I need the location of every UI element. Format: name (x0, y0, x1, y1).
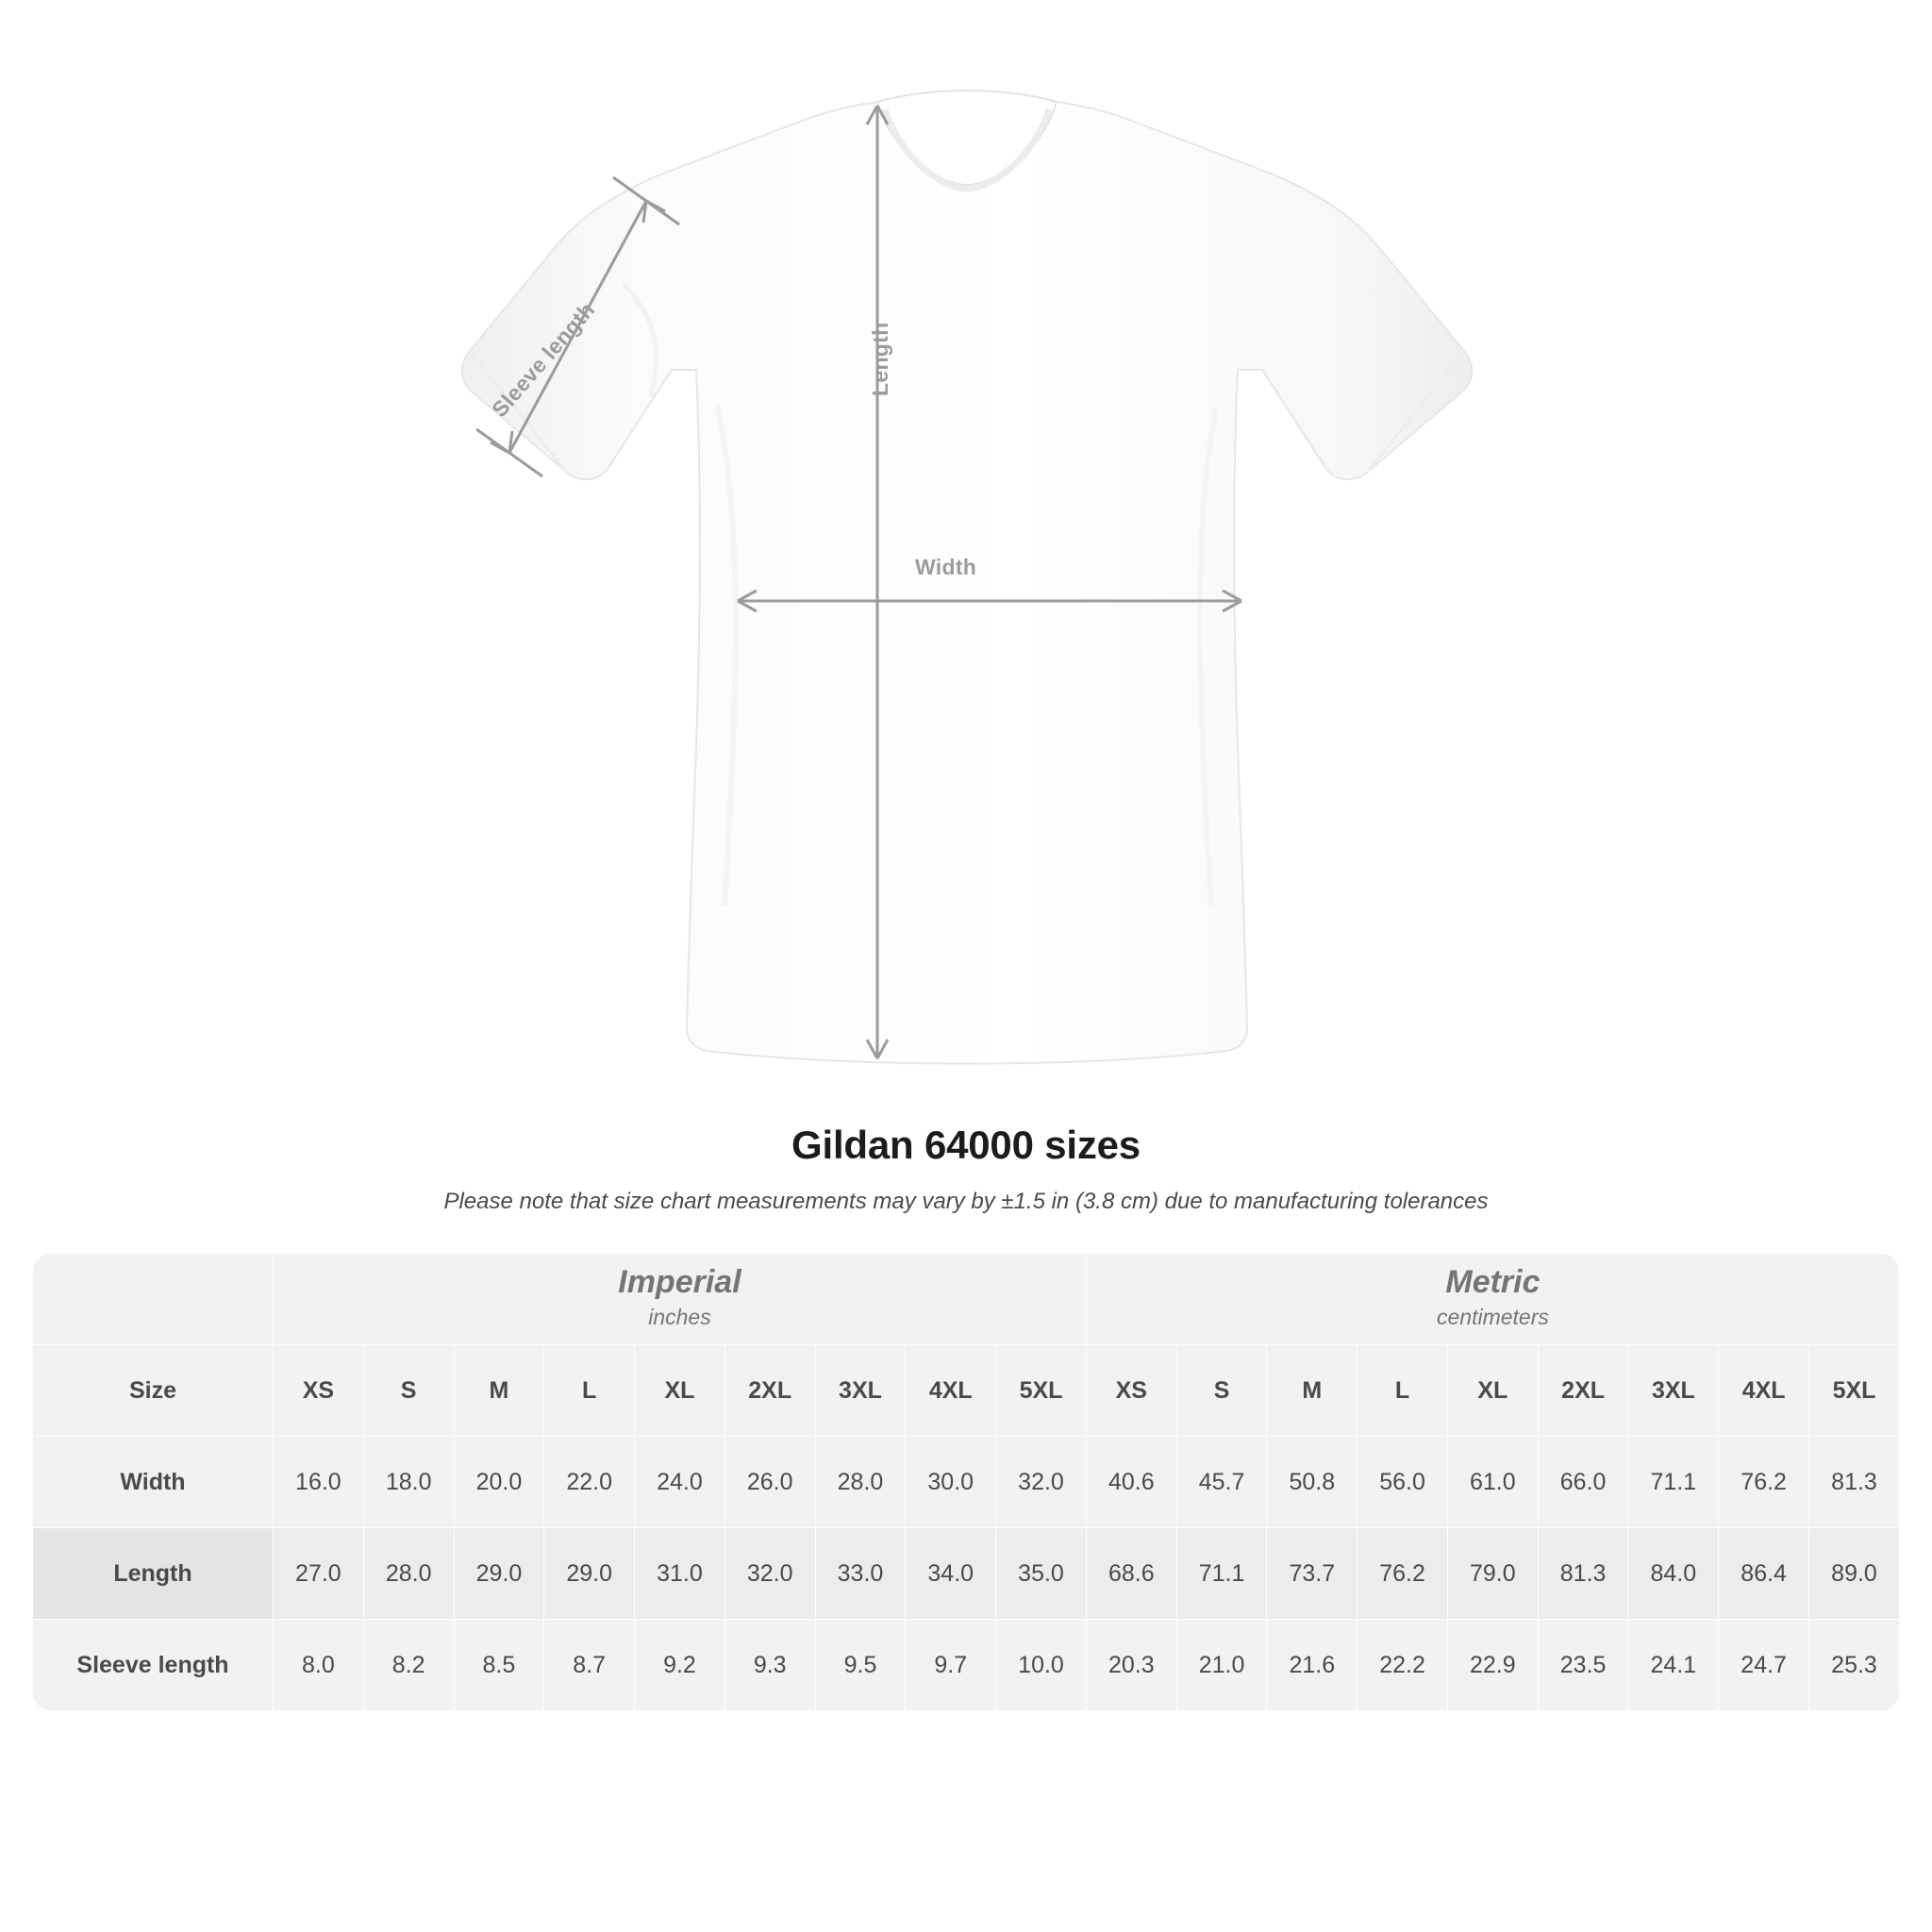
data-cell: 79.0 (1447, 1528, 1538, 1620)
data-cell: 66.0 (1538, 1437, 1628, 1528)
data-cell: 22.9 (1447, 1620, 1538, 1711)
page-title: Gildan 64000 sizes (791, 1123, 1141, 1167)
data-cell: 28.0 (363, 1528, 454, 1620)
data-cell: 25.3 (1809, 1620, 1900, 1711)
data-cell: 81.3 (1538, 1528, 1628, 1620)
data-cell: 8.5 (454, 1620, 544, 1711)
data-cell: 9.3 (724, 1620, 815, 1711)
table-row (33, 1528, 1900, 1620)
data-cell: 34.0 (906, 1528, 996, 1620)
data-cell: 68.6 (1086, 1528, 1176, 1620)
data-cell: 61.0 (1447, 1437, 1538, 1528)
data-cell: 26.0 (724, 1437, 815, 1528)
unit-header-row (33, 1254, 1900, 1345)
size-header-cell: M (1267, 1345, 1357, 1437)
data-cell: 20.0 (454, 1437, 544, 1528)
data-cell: 24.7 (1719, 1620, 1809, 1711)
width-dimension-label: Width (915, 555, 977, 579)
data-cell: 22.0 (544, 1437, 635, 1528)
size-table (32, 1253, 1900, 1711)
table-corner-cell (33, 1254, 274, 1345)
data-cell: 45.7 (1176, 1437, 1267, 1528)
data-cell: 32.0 (724, 1528, 815, 1620)
unit-header-imperial (274, 1254, 1087, 1345)
data-cell: 81.3 (1809, 1437, 1900, 1528)
data-cell: 30.0 (906, 1437, 996, 1528)
size-header-cell: 3XL (1628, 1345, 1719, 1437)
data-cell: 8.2 (363, 1620, 454, 1711)
data-cell: 86.4 (1719, 1528, 1809, 1620)
size-header-cell: 4XL (1719, 1345, 1809, 1437)
data-cell: 73.7 (1267, 1528, 1357, 1620)
unit-name-imperial: Imperial (618, 1264, 741, 1301)
unit-sub-metric: centimeters (1437, 1305, 1549, 1330)
data-cell: 50.8 (1267, 1437, 1357, 1528)
unit-sub-imperial: inches (648, 1305, 711, 1330)
data-cell: 24.1 (1628, 1620, 1719, 1711)
size-header-cell: L (544, 1345, 635, 1437)
size-header-cell: 2XL (724, 1345, 815, 1437)
size-table-container (32, 1253, 1900, 1711)
data-cell: 21.0 (1176, 1620, 1267, 1711)
data-cell: 27.0 (274, 1528, 364, 1620)
data-cell: 9.2 (635, 1620, 725, 1711)
data-cell: 24.0 (635, 1437, 725, 1528)
data-cell: 23.5 (1538, 1620, 1628, 1711)
size-header-cell: 5XL (996, 1345, 1087, 1437)
size-header-cell: XS (274, 1345, 364, 1437)
page-subtitle: Please note that size chart measurements may vary by ±1.5 in (3.8 cm) due to manufacturing tolerances (443, 1189, 1489, 1214)
row-label-sleeve-length: Sleeve length (33, 1620, 274, 1711)
size-header-cell: XS (1086, 1345, 1176, 1437)
data-cell: 89.0 (1809, 1528, 1900, 1620)
data-cell: 20.3 (1086, 1620, 1176, 1711)
size-header-cell: M (454, 1345, 544, 1437)
data-cell: 18.0 (363, 1437, 454, 1528)
size-header-cell: S (1176, 1345, 1267, 1437)
row-label-length: Length (33, 1528, 274, 1620)
size-header-cell: L (1357, 1345, 1448, 1437)
size-header-cell: 5XL (1809, 1345, 1900, 1437)
data-cell: 56.0 (1357, 1437, 1448, 1528)
data-cell: 9.5 (815, 1620, 906, 1711)
data-cell: 8.0 (274, 1620, 364, 1711)
data-cell: 71.1 (1176, 1528, 1267, 1620)
data-cell: 76.2 (1357, 1528, 1448, 1620)
table-row (33, 1437, 1900, 1528)
data-cell: 29.0 (454, 1528, 544, 1620)
data-cell: 10.0 (996, 1620, 1087, 1711)
unit-header-metric (1086, 1254, 1899, 1345)
data-cell: 71.1 (1628, 1437, 1719, 1528)
size-header-row (33, 1345, 1900, 1437)
data-cell: 35.0 (996, 1528, 1087, 1620)
table-row (33, 1620, 1900, 1711)
data-cell: 33.0 (815, 1528, 906, 1620)
size-header-cell: 3XL (815, 1345, 906, 1437)
data-cell: 31.0 (635, 1528, 725, 1620)
data-cell: 29.0 (544, 1528, 635, 1620)
row-label-width: Width (33, 1437, 274, 1528)
size-header-cell: XL (1447, 1345, 1538, 1437)
data-cell: 8.7 (544, 1620, 635, 1711)
sleeve-length-dimension-label: Sleeve length (487, 297, 600, 423)
data-cell: 16.0 (274, 1437, 364, 1528)
data-cell: 9.7 (906, 1620, 996, 1711)
length-dimension-label: Length (868, 322, 892, 396)
data-cell: 21.6 (1267, 1620, 1357, 1711)
data-cell: 22.2 (1357, 1620, 1448, 1711)
data-cell: 32.0 (996, 1437, 1087, 1528)
row-header-size: Size (33, 1345, 274, 1437)
unit-name-metric: Metric (1445, 1264, 1541, 1301)
data-cell: 28.0 (815, 1437, 906, 1528)
size-header-cell: 4XL (906, 1345, 996, 1437)
size-header-cell: S (363, 1345, 454, 1437)
size-header-cell: XL (635, 1345, 725, 1437)
data-cell: 40.6 (1086, 1437, 1176, 1528)
data-cell: 76.2 (1719, 1437, 1809, 1528)
data-cell: 84.0 (1628, 1528, 1719, 1620)
size-header-cell: 2XL (1538, 1345, 1628, 1437)
